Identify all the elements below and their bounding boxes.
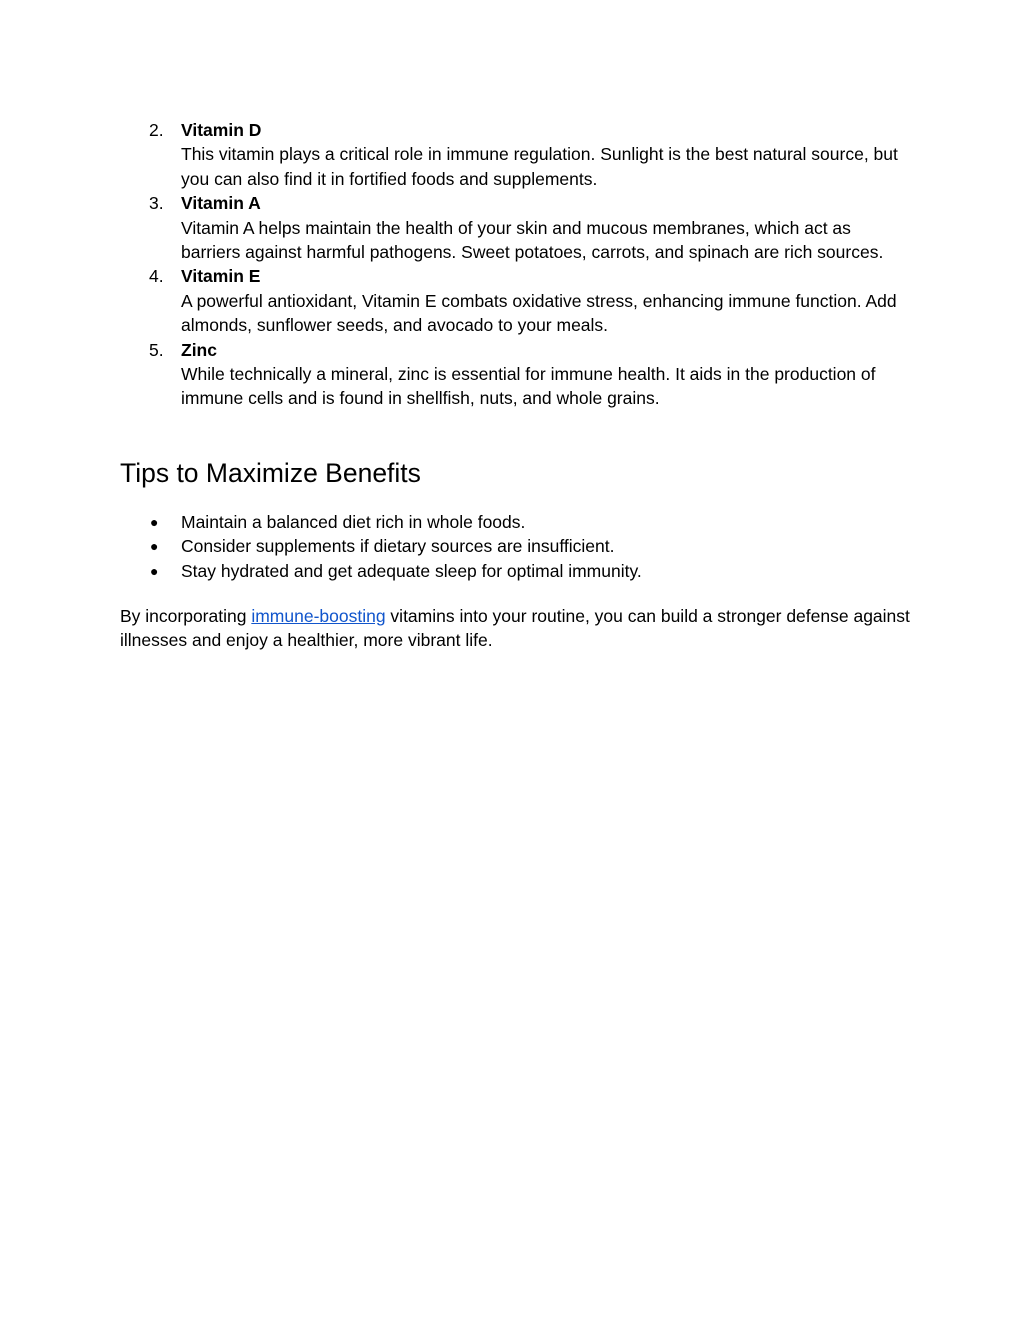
conclusion-text-end: vitamins into your routine, you can build a stronger defense against illnesses and enjoy a healthier, more vibrant life.	[120, 606, 910, 651]
item-description: This vitamin plays a critical role in immune regulation. Sunlight is the best natural source, but you can also find it in fortified foods and supplements.	[181, 144, 898, 189]
list-item-zinc	[120, 338, 910, 411]
immune-boosting-link[interactable]: immune-boosting	[251, 606, 386, 626]
item-title: Zinc	[181, 339, 217, 360]
item-title: Vitamin A	[181, 193, 261, 214]
list-number: 4.	[149, 266, 164, 287]
bullet-icon: ●	[150, 562, 159, 579]
list-number: 3.	[149, 193, 164, 214]
list-item-vitamin-e	[120, 264, 910, 337]
list-item	[120, 510, 910, 534]
list-number: 5.	[149, 339, 164, 360]
item-title: Vitamin D	[181, 120, 262, 140]
bullet-icon: ●	[150, 514, 159, 530]
item-description: A powerful antioxidant, Vitamin E combats oxidative stress, enhancing immune function. Add almonds, sunflower seeds, and avocado to your meals.	[181, 290, 897, 336]
tip-text: Stay hydrated and get adequate sleep for optimal immunity.	[181, 560, 642, 581]
bullet-icon: ●	[150, 538, 159, 555]
list-item	[120, 534, 910, 558]
conclusion-paragraph	[120, 604, 910, 653]
tip-text: Consider supplements if dietary sources are insufficient.	[181, 536, 615, 557]
list-number: 2.	[149, 120, 164, 140]
item-description: Vitamin A helps maintain the health of your skin and mucous membranes, which act as barriers against harmful pathogens. Sweet potatoes, carrots, and spinach are rich sources.	[181, 217, 884, 263]
section-heading: Tips to Maximize Benefits	[120, 458, 421, 488]
tip-text: Maintain a balanced diet rich in whole foods.	[181, 512, 526, 532]
list-item	[120, 559, 910, 583]
list-item-vitamin-a	[120, 191, 910, 264]
vitamin-list	[120, 118, 910, 411]
list-item-vitamin-d	[120, 118, 910, 191]
item-description: While technically a mineral, zinc is essential for immune health. It aids in the production of immune cells and is found in shellfish, nuts, and whole grains.	[181, 364, 876, 409]
conclusion-text-start: By incorporating	[120, 606, 252, 626]
tips-list	[120, 510, 910, 583]
item-title: Vitamin E	[181, 266, 261, 287]
